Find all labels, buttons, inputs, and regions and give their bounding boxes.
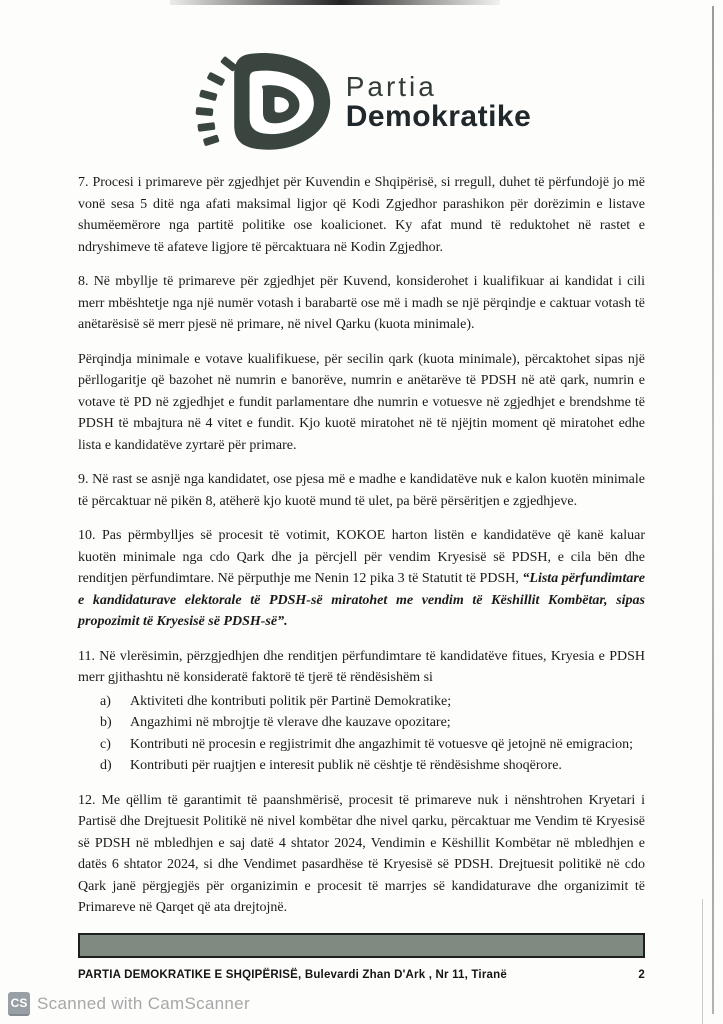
scan-artifact-top-strip	[170, 0, 500, 5]
paragraph-8-continuation: Përqindja minimale e votave kualifikuese, për secilin qark (kuota minimale), përcaktohet sipas një përllogaritje që bazohet në numrin e banorëve, numrin e anëtarëve të PDSH në atë qark, numrin e votave të PD në zgjedhjet e fundit parlamentare dhe numrin e votuesve në zgjedhjet e brendshme të PDSH të mbajtura në 4 vitet e fundit. Kjo kuotë miratohet në të njëjtin moment që miratohet edhe lista e kandidatëve zyrtarë për primare.	[78, 351, 645, 453]
page-footer	[78, 969, 645, 981]
list-item-c	[78, 734, 645, 756]
footer-page-number: 2	[638, 968, 645, 981]
scan-artifact-right-line-2	[702, 899, 703, 1024]
party-name-line1: Partia	[345, 70, 437, 102]
party-logo-wordmark	[346, 72, 532, 133]
paragraph-7: 7. Procesi i primareve për zgjedhjet për Kuvendin e Shqipërisë, si rregull, duhet të përfundojë jo më vonë sesa 5 ditë nga afati maksimal ligjor që Kodi Zgjedhor parashikon për dorëzimin e listave shumëemërore nga partitë politike ose koalicionet. Ky afat mund të reduktohet në rastet e ndryshimeve të afateve ligjore të përcaktuara në Kodin Zgjedhor.	[78, 175, 645, 255]
list-marker-c: c)	[100, 736, 111, 752]
list-marker-d: d)	[100, 758, 112, 773]
camscanner-watermark	[8, 992, 250, 1016]
list-item-b	[78, 712, 645, 734]
camscanner-cs-icon: CS	[8, 992, 30, 1016]
party-logo-header	[0, 0, 723, 154]
camscanner-watermark-text: Scanned with CamScanner	[37, 994, 250, 1013]
pd-spiral-d-logo-icon	[192, 50, 334, 154]
criteria-list	[78, 691, 645, 777]
paragraph-8: 8. Në mbyllje të primareve për zgjedhjet për Kuvend, konsiderohet i kualifikuar ai kandidat i cili merr mbështetje nga një numër votash i barabartë ose më i madh se një përqindje e caktuar votash të anëtarësisë së merr pjesë në primare, në nivel Qarku (kuota minimale).	[78, 274, 645, 332]
party-name-line2: Demokratike	[345, 99, 532, 133]
paragraph-10	[78, 525, 645, 633]
paragraph-10-normal-text: 10. Pas përmbylljes së procesit të votimit, KOKOE harton listën e kandidatëve që kanë kaluar kuotën minimale nga cdo Qark dhe ja përcjell për vendim Kryesisë së PDSH, e cila bën dhe renditjen përfundimtare. Në përputhje me Nenin 12 pika 3 të Statutit të PDSH,	[78, 528, 645, 586]
list-text-c: Kontributi në procesin e regjistrimit dhe angazhimit të votuesve që jetojnë në emigracion;	[130, 736, 634, 752]
footer-divider-bar	[78, 933, 645, 958]
list-marker-b: b)	[100, 715, 112, 730]
list-text-a: Aktiviteti dhe kontributi politik për Partinë Demokratike;	[130, 693, 452, 709]
list-item-d	[78, 755, 645, 777]
scan-artifact-right-line	[712, 6, 714, 1014]
document-body	[78, 172, 645, 919]
list-text-d: Kontributi për ruajtjen e interesit publik në cështje të rëndësishme shoqërore.	[130, 758, 562, 773]
paragraph-10-statute-quote: “Lista përfundimtare e kandidaturave elektorale të PDSH-së miratohet me vendim të Këshillit Kombëtar, sipas propozimit të Kryesisë së PDSH-së”.	[78, 571, 645, 629]
list-text-b: Angazhimi në mbrojtje të vlerave dhe kauzave opozitare;	[130, 715, 451, 730]
paragraph-9: 9. Në rast se asnjë nga kandidatet, ose pjesa më e madhe e kandidatëve nuk e kalon kuotën minimale të përcaktuar në pikën 8, atëherë kjo kuotë mund të ulet, pa bërë përsëritjen e zgjedhjeve.	[78, 472, 645, 509]
list-marker-a: a)	[100, 693, 111, 709]
list-item-a	[78, 691, 645, 713]
paragraph-12: 12. Me qëllim të garantimit të paanshmërisë, procesit të primareve nuk i nënshtrohen Kryetari i Partisë dhe Drejtuesit Politikë në nivel kombëtar dhe nivel qarku, përcaktuar me Vendim të Kryesisë së PDSH në mbledhjen e saj datë 4 shtator 2024, Vendimin e Këshillit Kombëtar në mbledhjen e datës 6 shtator 2024, si dhe Vendimet pasardhëse të Kryesisë së PDSH. Drejtuesit politikë në cdo Qark janë përgjegjës për organizimin e procesit të marrjes së kandidaturave dhe organizimit të Primareve në Qarqet që ata drejtojnë.	[78, 792, 645, 915]
paragraph-11-intro: 11. Në vlerësimin, përzgjedhjen dhe renditjen përfundimtare të kandidatëve fitues, Kryesia e PDSH merr gjithashtu në konsideratë faktorë të tjerë të rëndësishëm si	[78, 648, 645, 685]
footer-address: PARTIA DEMOKRATIKE E SHQIPËRISË, Bulevardi Zhan D'Ark , Nr 11, Tiranë	[78, 968, 507, 981]
